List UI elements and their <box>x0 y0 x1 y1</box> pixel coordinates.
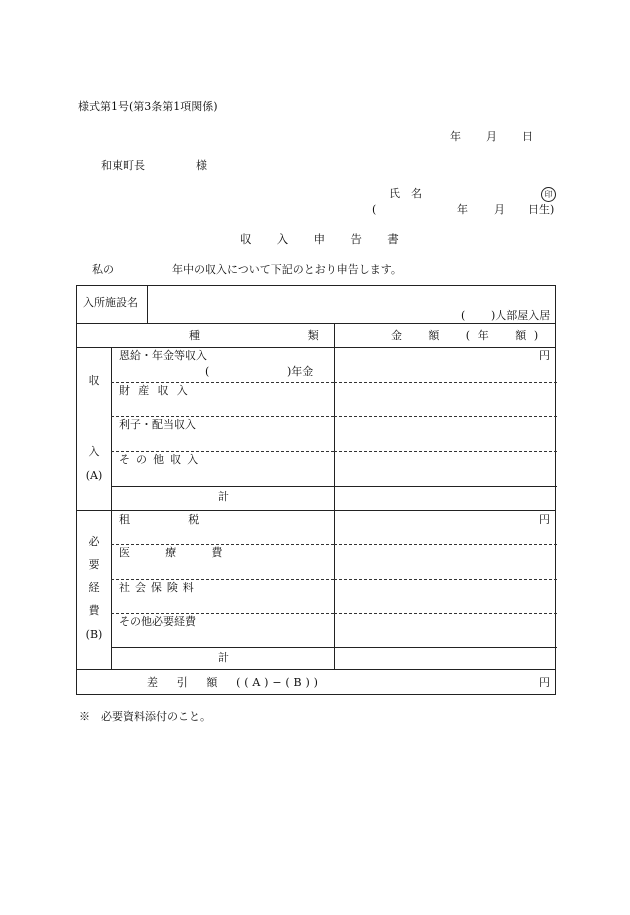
birth-year: 年 <box>457 203 468 216</box>
expense-dash-3 <box>111 613 334 614</box>
income-amount-dash-2 <box>334 416 557 417</box>
header-bottom-line <box>77 347 555 348</box>
income-group-label-3: (A) <box>85 469 103 482</box>
birth-day: 日生) <box>528 203 555 216</box>
room-count-label: )人部屋入居 <box>491 309 551 322</box>
intro-text: 年中の収入について下記のとおり申告します。 <box>172 263 402 276</box>
document-title: 収入申告書 <box>240 232 424 246</box>
expense-amount-dash-3 <box>334 613 557 614</box>
income-subtotal-label: 計 <box>218 490 229 503</box>
header-type: 種 類 <box>189 329 348 342</box>
expense-dash-2 <box>111 579 334 580</box>
intro-prefix: 私の <box>92 263 114 276</box>
attachment-note: ※ 必要資料添付のこと。 <box>79 710 211 723</box>
income-group-label-1: 収 <box>88 374 100 387</box>
income-declaration-table <box>76 285 556 695</box>
expense-subtotal-label: 計 <box>218 651 229 664</box>
form-number: 様式第1号(第3条第1項関係) <box>78 100 218 113</box>
seal-mark: 印 <box>541 187 556 202</box>
expense-yen: 円 <box>539 513 550 526</box>
income-dash-1 <box>111 382 334 383</box>
expense-row-other: その他必要経費 <box>119 615 196 628</box>
amount-column-divider <box>334 323 335 669</box>
income-dash-2 <box>111 416 334 417</box>
expense-group-label-1: 必 <box>88 535 100 548</box>
expense-group-label-4: 費 <box>88 604 100 617</box>
facility-bottom-line <box>77 323 555 324</box>
expense-amount-dash-1 <box>334 544 557 545</box>
header-amount: 金 額 (年 額) <box>391 329 546 342</box>
date-month: 月 <box>486 130 497 143</box>
expense-subtotal-line <box>111 647 557 648</box>
difference-label: 差 引 額 ((A)−(B)) <box>147 676 322 689</box>
date-day: 日 <box>522 130 533 143</box>
pension-open-paren: ( <box>205 365 210 378</box>
pension-suffix: )年金 <box>287 365 314 378</box>
income-amount-dash-1 <box>334 382 557 383</box>
expense-dash-1 <box>111 544 334 545</box>
expense-row-social-insurance: 社会保険料 <box>119 581 199 594</box>
expense-amount-dash-2 <box>334 579 557 580</box>
facility-divider <box>147 286 148 323</box>
difference-yen: 円 <box>539 676 550 689</box>
birth-month: 月 <box>494 203 505 216</box>
addressee-name: 和東町長 <box>101 159 145 172</box>
birth-open-paren: ( <box>372 203 377 216</box>
applicant-name-label: 氏 名 <box>389 187 422 200</box>
seal-icon <box>541 187 556 202</box>
income-amount-dash-3 <box>334 451 557 452</box>
expense-group-label-2: 要 <box>88 558 100 571</box>
facility-label: 入所施設名 <box>83 296 138 309</box>
income-row-property: 財産収入 <box>119 384 196 397</box>
date-year: 年 <box>450 130 461 143</box>
expense-group-bottom <box>77 669 555 670</box>
addressee-honorific: 様 <box>196 159 207 172</box>
income-row-interest: 利子・配当収入 <box>119 418 196 431</box>
income-row-other: その他収入 <box>119 453 205 466</box>
room-open-paren: ( <box>461 309 466 322</box>
income-row-pension: 恩給・年金等収入 <box>119 349 207 362</box>
income-group-label-2: 入 <box>88 445 100 458</box>
expense-group-label-5: (B) <box>85 628 103 641</box>
income-group-bottom <box>77 510 555 511</box>
income-subtotal-line <box>111 486 557 487</box>
expense-group-label-3: 経 <box>88 581 100 594</box>
income-yen: 円 <box>539 349 550 362</box>
expense-row-medical: 医 療 費 <box>119 546 235 559</box>
expense-group-divider <box>111 510 112 669</box>
expense-row-tax: 租 税 <box>119 513 212 526</box>
income-dash-3 <box>111 451 334 452</box>
